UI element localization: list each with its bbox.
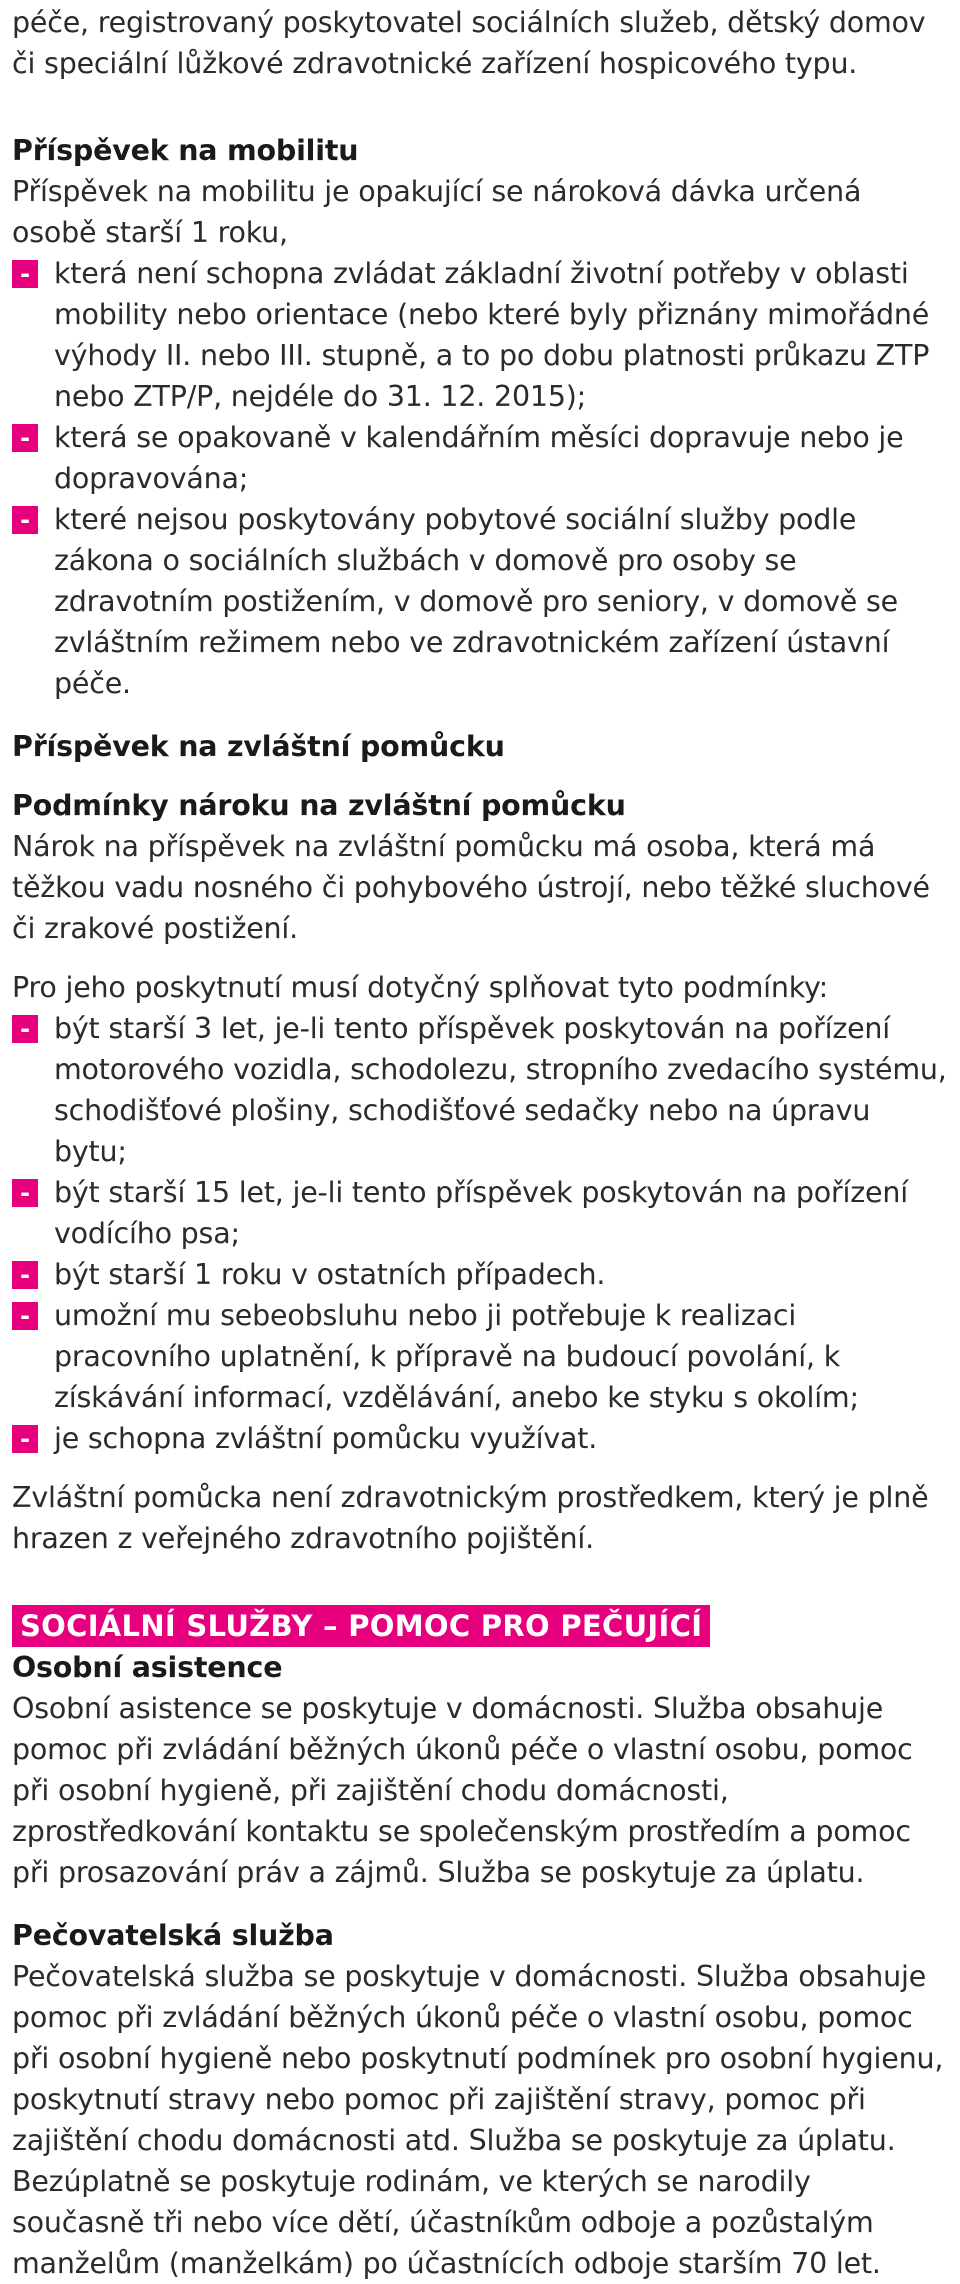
aid-subheading: Podmínky nároku na zvláštní pomůcku (12, 789, 626, 822)
mobility-heading: Příspěvek na mobilitu (12, 134, 359, 167)
dash-bullet-icon: - (12, 260, 38, 288)
list-item (12, 417, 948, 499)
dash-bullet-icon: - (12, 1425, 38, 1453)
section-banner: SOCIÁLNÍ SLUŽBY – POMOC PRO PEČUJÍCÍ (12, 1605, 710, 1647)
list-item-text: být starší 15 let, je-li tento příspěvek poskytován na pořízení vodícího psa; (54, 1176, 908, 1250)
list-item-text: která není schopna zvládat základní životní potřeby v oblasti mobility nebo orientace (nebo které byly přiznány mimořádné výhody II. nebo III. stupně, a to po dobu platnosti průkazu ZTP nebo ZTP/P, nejdéle do 31. 12. 2015); (54, 257, 930, 413)
assistance-paragraph: Osobní asistence se poskytuje v domácnosti. Služba obsahuje pomoc při zvládání běžných úkonů péče o vlastní osobu, pomoc při osobní hygieně, při zajištění chodu domácnosti, zprostředkování kontaktu se společenským prostředím a pomoc při prosazování práv a zájmů. Služba se poskytuje za úplatu. (12, 1692, 913, 1889)
section-banner-wrap (12, 1605, 948, 1647)
aid-paragraph: Nárok na příspěvek na zvláštní pomůcku má osoba, která má těžkou vadu nosného či pohybového ústrojí, nebo těžké sluchové či zrakové postižení. (12, 830, 930, 945)
list-item (12, 1172, 948, 1254)
list-item-text: která se opakovaně v kalendářním měsíci dopravuje nebo je dopravována; (54, 421, 904, 495)
list-item-text: které nejsou poskytovány pobytové sociální služby podle zákona o sociálních službách v domově pro osoby se zdravotním postižením, v domově pro seniory, v domově se zvláštním režimem nebo ve zdravotnickém zařízení ústavní péče. (54, 503, 898, 700)
list-item (12, 1254, 948, 1295)
list-item-text: být starší 1 roku v ostatních případech. (54, 1258, 606, 1291)
care-heading: Pečovatelská služba (12, 1919, 334, 1952)
list-item-text: umožní mu sebeobsluhu nebo ji potřebuje k realizaci pracovního uplatnění, k přípravě na budoucí povolání, k získávání informací, vzdělávání, anebo ke styku s okolím; (54, 1299, 859, 1414)
list-item (12, 1008, 948, 1172)
aid-closing-paragraph: Zvláštní pomůcka není zdravotnickým prostředkem, který je plně hrazen z veřejného zdravotního pojištění. (12, 1481, 929, 1555)
list-item (12, 1295, 948, 1418)
list-item-text: je schopna zvláštní pomůcku využívat. (54, 1422, 598, 1455)
mobility-paragraph: Příspěvek na mobilitu je opakující se nároková dávka určená osobě starší 1 roku, (12, 175, 862, 249)
aid-conditions-intro: Pro jeho poskytnutí musí dotyčný splňovat tyto podmínky: (12, 971, 829, 1004)
care-paragraph: Pečovatelská služba se poskytuje v domácnosti. Služba obsahuje pomoc při zvládání běžných úkonů péče o vlastní osobu, pomoc při osobní hygieně nebo poskytnutí podmínek pro osobní hygienu, poskytnutí stravy nebo pomoc při zajištění stravy, pomoc při zajištění chodu domácnosti atd. Služba se poskytuje za úplatu. Bezúplatně se poskytuje rodinám, ve kterých se narodily současně tři nebo více dětí, účastníkům odboje a pozůstalým manželům (manželkám) po účastnících odboje starším 70 let. (12, 1960, 944, 2280)
dash-bullet-icon: - (12, 1015, 38, 1043)
list-item (12, 1418, 948, 1459)
dash-bullet-icon: - (12, 424, 38, 452)
aid-heading: Příspěvek na zvláštní pomůcku (12, 730, 505, 763)
list-item-text: být starší 3 let, je-li tento příspěvek poskytován na pořízení motorového vozidla, schodolezu, stropního zvedacího systému, schodišťové plošiny, schodišťové sedačky nebo na úpravu bytu; (54, 1012, 947, 1168)
dash-bullet-icon: - (12, 1302, 38, 1330)
assistance-heading: Osobní asistence (12, 1651, 283, 1684)
intro-paragraph: péče, registrovaný poskytovatel sociálních služeb, dětský domov či speciální lůžkové zdravotnické zařízení hospicového typu. (12, 6, 926, 80)
dash-bullet-icon: - (12, 1261, 38, 1289)
list-item (12, 499, 948, 704)
list-item (12, 253, 948, 417)
dash-bullet-icon: - (12, 1179, 38, 1207)
dash-bullet-icon: - (12, 506, 38, 534)
